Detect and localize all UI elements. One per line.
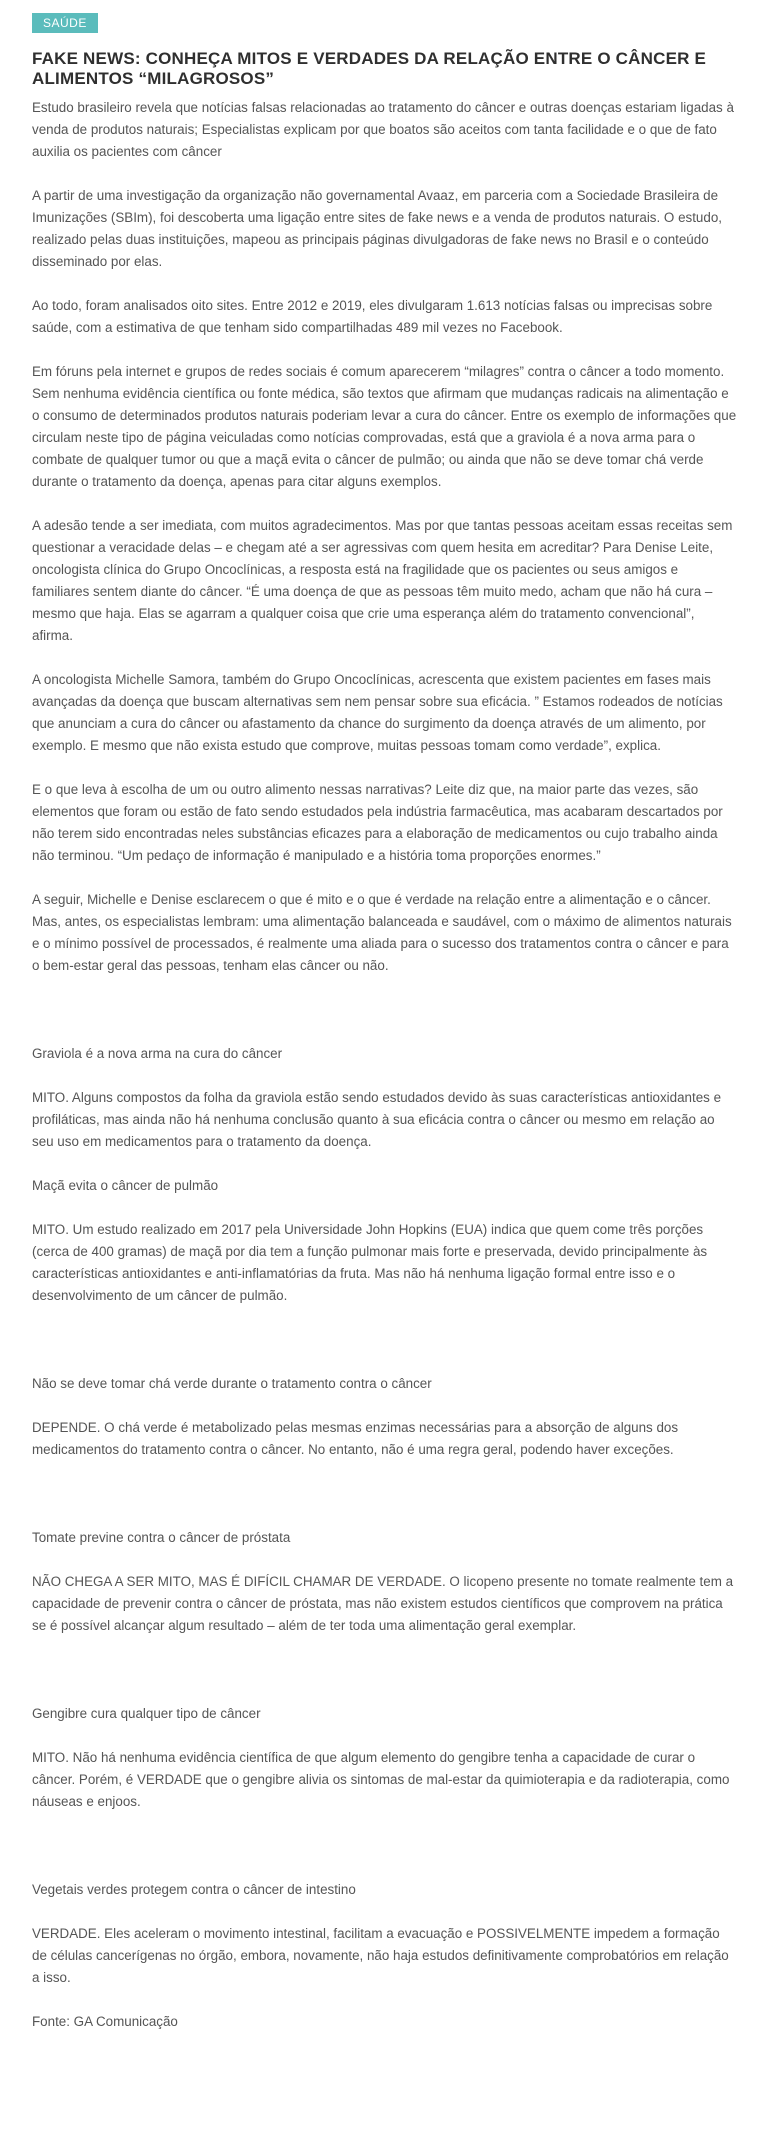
section-spacer (32, 1835, 737, 1879)
article-title: FAKE NEWS: CONHEÇA MITOS E VERDADES DA RELAÇÃO ENTRE O CÂNCER E ALIMENTOS “MILAGROSOS” (32, 49, 707, 88)
paragraph: A partir de uma investigação da organização não governamental Avaaz, em parceria com a Sociedade Brasileira de Imunizações (SBIm), foi descoberta uma ligação entre sites de fake news e a venda de produtos naturais. O estudo, realizado pelas duas instituições, mapeou as principais páginas divulgadoras de fake news no Brasil e o conteúdo disseminado por elas. (32, 188, 722, 269)
section-spacer (32, 1659, 737, 1703)
myth-heading: Não se deve tomar chá verde durante o tratamento contra o câncer (32, 1376, 432, 1391)
section-spacer (32, 1329, 737, 1373)
myth-answer: MITO. Um estudo realizado em 2017 pela Universidade John Hopkins (EUA) indica que quem come três porções (cerca de 400 gramas) de maçã por dia tem a função pulmonar mais forte e preservada, devido principalmente às características antioxidantes e anti-inflamatórias da fruta. Mas não há nenhuma ligação formal entre isso e o desenvolvimento de um câncer de pulmão. (32, 1222, 708, 1303)
myth-heading: Gengibre cura qualquer tipo de câncer (32, 1706, 261, 1721)
paragraph: A oncologista Michelle Samora, também do Grupo Oncoclínicas, acrescenta que existem pacientes em fases mais avançadas da doença que buscam alternativas sem nem pensar sobre sua eficácia. ” Estamos rodeados de notícias que anunciam a cura do câncer ou afastamento da chance do surgimento da doença através de um alimento, por exemplo. E mesmo que não exista estudo que comprove, muitas pessoas tomam como verdade”, explica. (32, 672, 723, 753)
article-body (32, 97, 737, 2055)
myth-heading: Vegetais verdes protegem contra o câncer de intestino (32, 1882, 356, 1897)
article-source: Fonte: GA Comunicação (32, 2014, 178, 2029)
myth-answer: MITO. Não há nenhuma evidência científica de que algum elemento do gengibre tenha a capacidade de curar o câncer. Porém, é VERDADE que o gengibre alivia os sintomas de mal-estar da quimioterapia e da radioterapia, como náuseas e enjoos. (32, 1750, 730, 1809)
myth-heading: Maçã evita o câncer de pulmão (32, 1178, 219, 1193)
paragraph: A seguir, Michelle e Denise esclarecem o que é mito e o que é verdade na relação entre a alimentação e o câncer. Mas, antes, os especialistas lembram: uma alimentação balanceada e saudável, com o máximo de alimentos naturais e o mínimo possível de processados, é realmente uma aliada para o sucesso dos tratamentos contra o câncer e para o bem-estar geral das pessoas, tenham elas câncer ou não. (32, 892, 732, 973)
article-intro: Estudo brasileiro revela que notícias falsas relacionadas ao tratamento do câncer e outras doenças estariam ligadas à venda de produtos naturais; Especialistas explicam por que boatos são aceitos com tanta facilidade e o que de fato auxilia os pacientes com câncer (32, 100, 734, 159)
section-spacer (32, 1483, 737, 1527)
myth-answer: DEPENDE. O chá verde é metabolizado pelas mesmas enzimas necessárias para a absorção de alguns dos medicamentos do tratamento contra o câncer. No entanto, não é uma regra geral, podendo haver exceções. (32, 1420, 679, 1457)
section-spacer (32, 999, 737, 1043)
myth-answer: VERDADE. Eles aceleram o movimento intestinal, facilitam a evacuação e POSSIVELMENTE impedem a formação de células cancerígenas no órgão, embora, novamente, não haja estudos definitivamente comprobatórios em relação a isso. (32, 1926, 729, 1985)
paragraph: Em fóruns pela internet e grupos de redes sociais é comum aparecerem “milagres” contra o câncer a todo momento. Sem nenhuma evidência científica ou fonte médica, são textos que afirmam que mudanças radicais na alimentação e o consumo de determinados produtos naturais poderiam levar a cura do câncer. Entre os exemplo de informações que circulam neste tipo de página veiculadas como notícias comprovadas, está que a graviola é a nova arma para o combate de qualquer tumor ou que a maçã evita o câncer de pulmão; ou ainda que não se deve tomar chá verde durante o tratamento da doença, apenas para citar alguns exemplos. (32, 364, 737, 489)
paragraph: Ao todo, foram analisados oito sites. Entre 2012 e 2019, eles divulgaram 1.613 notícias falsas ou imprecisas sobre saúde, com a estimativa de que tenham sido compartilhadas 489 mil vezes no Facebook. (32, 298, 713, 335)
myth-answer: NÃO CHEGA A SER MITO, MAS É DIFÍCIL CHAMAR DE VERDADE. O licopeno presente no tomate realmente tem a capacidade de prevenir contra o câncer de próstata, mas não existem estudos científicos que comprovem na prática se é possível alcançar algum resultado – além de ter toda uma alimentação geral exemplar. (32, 1574, 734, 1633)
paragraph: E o que leva à escolha de um ou outro alimento nessas narrativas? Leite diz que, na maior parte das vezes, são elementos que foram ou estão de fato sendo estudados pela indústria farmacêutica, mas acabaram descartados por não terem sido encontradas neles substâncias eficazes para a elaboração de medicamentos ou cujo trabalho ainda não terminou. “Um pedaço de informação é manipulado e a história toma proporções enormes.” (32, 782, 723, 863)
myth-heading: Tomate previne contra o câncer de próstata (32, 1530, 291, 1545)
category-badge[interactable]: SAÚDE (32, 13, 98, 33)
myth-heading: Graviola é a nova arma na cura do câncer (32, 1046, 283, 1061)
paragraph: A adesão tende a ser imediata, com muitos agradecimentos. Mas por que tantas pessoas aceitam essas receitas sem questionar a veracidade delas – e chegam até a ser agressivas com quem hesita em acreditar? Para Denise Leite, oncologista clínica do Grupo Oncoclínicas, a resposta está na fragilidade que os pacientes ou seus amigos e familiares sentem diante do câncer. “É uma doença de que as pessoas têm muito medo, acham que não há cura – mesmo que haja. Elas se agarram a qualquer coisa que crie uma esperança além do tratamento convencional”, afirma. (32, 518, 733, 643)
myth-answer: MITO. Alguns compostos da folha da graviola estão sendo estudados devido às suas características antioxidantes e profiláticas, mas ainda não há nenhuma conclusão quanto à sua eficácia contra o câncer ou mesmo em relação ao seu uso em medicamentos para o tratamento da doença. (32, 1090, 722, 1149)
